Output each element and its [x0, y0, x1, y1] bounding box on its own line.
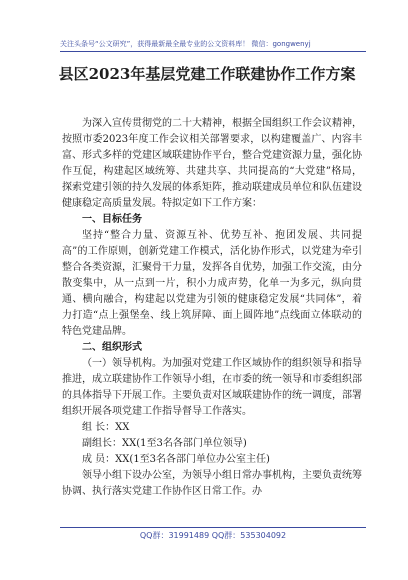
header-divider: [60, 51, 366, 52]
document-title: 县区2023年基层党建工作联建协作工作方案: [58, 65, 356, 83]
leader-line: 组 长：XX: [82, 422, 130, 433]
intro-paragraph: 为深入宣传贯彻党的二十大精神，根据全国组织工作会议精神，按照市委2023年度工作会议相关部署要求，以构建覆盖广、内容丰富、形式多样的党建区域联建协作平台，整合党建资源力量，强化协作互促，构建起区域统筹、共建共享、共同提高的“大党建”格局，探索党建引领的持久发展的体系矩阵，推动联建成员单位和队伍建设健康稳定高质量发展。特拟定如下工作方案：: [62, 118, 362, 209]
section-heading-goals: 一、目标任务: [82, 214, 142, 225]
document-body: [62, 116, 362, 500]
deputy-leader-line: 副组长：XX(1至3名各部门单位领导): [82, 438, 247, 449]
header-note: 关注头条号“公文研究”，获得最新最全最专业的公文资料库！ 微信：gongwenyj: [60, 40, 311, 48]
section-heading-organization: 二、组织形式: [82, 342, 142, 353]
office-paragraph: 领导小组下设办公室，为领导小组日常办事机构，主要负责统筹协调、执行落实党建工作协作区日常工作。办: [62, 470, 362, 497]
footer-contact: QQ群：31991489 QQ群：535304092: [139, 531, 287, 540]
goals-paragraph: 坚持“整合力量、资源互补、优势互补、抱团发展、共同提高”的工作原则，创新党建工作模式，活化协作形式，以党建为牵引整合各类资源，汇聚骨干力量，发挥各自优势，加强工作交流，由分散变集中，从一点到一片，积小力成声势，化单一为多元，纵向贯通、横向融合，构建起以党建为引领的健康稳定发展“共同体”，着力打造“点上强堡垒、线上筑屏障、面上圆阵地”点线面立体联动的特色党建品牌。: [62, 230, 362, 337]
leadership-paragraph: （一）领导机构。为加强对党建工作区域协作的组织领导和指导推进，成立联建协作工作领导小组，在市委的统一领导和市委组织部的具体指导下开展工作。主要负责对区域联建协作的统一调度，部署组织开展各项党建工作指导督导工作落实。: [62, 358, 362, 417]
members-line: 成 员：XX(1至3名各部门单位办公室主任): [82, 454, 270, 465]
footer-divider: [60, 527, 366, 528]
